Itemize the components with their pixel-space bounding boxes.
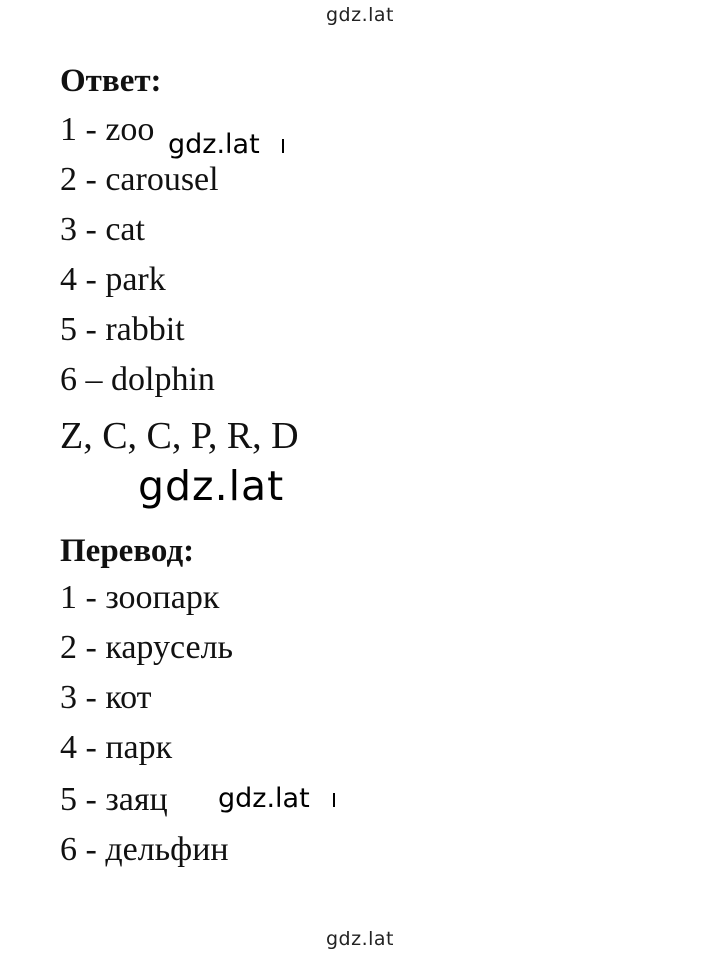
answer-letters: Z, C, C, P, R, D [60, 415, 299, 457]
translation-item: 3 - кот [60, 679, 152, 716]
translation-item: 6 - дельфин [60, 831, 229, 868]
watermark-top: gdz.lat [325, 4, 394, 26]
answer-item: 1 - zoo [60, 111, 155, 148]
translation-item: 1 - зоопарк [60, 579, 220, 616]
answer-item: 5 - rabbit [60, 311, 185, 348]
translation-item: 4 - парк [60, 729, 173, 766]
answer-heading: Ответ: [60, 63, 162, 99]
watermark-inline: gdz.lat [218, 783, 310, 814]
translation-heading: Перевод: [60, 533, 195, 569]
answer-item: 3 - cat [60, 211, 145, 248]
watermark-mark [333, 793, 335, 807]
translation-item: 2 - карусель [60, 629, 234, 666]
answer-item: 4 - park [60, 261, 166, 298]
answer-item: 6 – dolphin [60, 361, 215, 398]
translation-item: 5 - заяц [60, 781, 168, 818]
watermark-inline: gdz.lat [168, 129, 260, 160]
watermark-mark [282, 139, 284, 153]
watermark-large: gdz.lat [138, 462, 285, 510]
answer-item: 2 - carousel [60, 161, 219, 198]
watermark-bottom: gdz.lat [325, 928, 394, 950]
